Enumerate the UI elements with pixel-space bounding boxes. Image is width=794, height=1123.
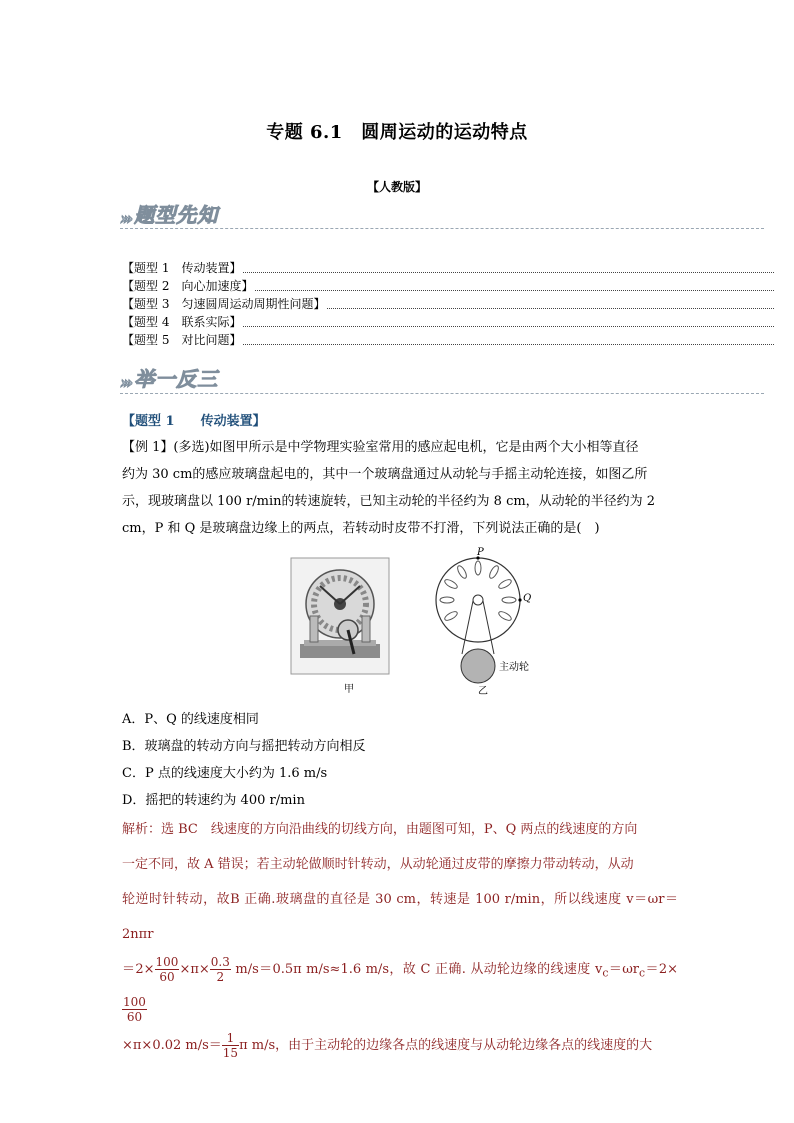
fraction-den: 15 (222, 1045, 239, 1060)
option-a: A．P、Q 的线速度相同 (122, 712, 259, 727)
toc-label: 【题型 4 联系实际】 (122, 315, 242, 329)
divider (120, 228, 764, 229)
toc-item-3[interactable] (122, 295, 774, 312)
example-line: cm，P 和 Q 是玻璃盘边缘上的两点，若转动时皮带不打滑，下列说法正确的是( ) (122, 521, 600, 536)
drive-wheel (461, 649, 495, 683)
banner-title: 举一反三 (134, 367, 219, 391)
caption-right: 乙 (478, 686, 488, 697)
analysis-line: 解析：选 BC 线速度的方向沿曲线的切线方向，由题图可知，P、Q 两点的线速度的方向 (122, 822, 638, 837)
fraction (155, 955, 180, 984)
toc-item-4[interactable] (122, 313, 774, 330)
fraction-num: 100 (155, 955, 179, 969)
option-b: B．玻璃盘的转动方向与摇把转动方向相反 (122, 739, 366, 754)
toc-item-1[interactable] (122, 259, 774, 276)
math-text: π m/s，由于主动轮的边缘各点的线速度与从动轮边缘各点的线速度的大 (239, 1037, 653, 1053)
page-title: 专题 6.1 圆周运动的运动特点 (266, 122, 528, 143)
math-text: ×π×0.02 m/s＝ (122, 1037, 222, 1053)
option-d: D．摇把的转速约为 400 r/min (122, 793, 305, 808)
fraction (210, 955, 231, 984)
toc-item-5[interactable] (122, 331, 774, 348)
edition-label: 【人教版】 (366, 180, 427, 194)
option-c: C．P 点的线速度大小约为 1.6 m/s (122, 766, 328, 781)
math-text: ＝2× (122, 962, 155, 977)
toc-label: 【题型 3 匀速圆周运动周期性问题】 (122, 297, 326, 311)
toc-leader (243, 326, 774, 327)
example-problem (122, 434, 678, 542)
fraction-den: 60 (159, 970, 175, 984)
analysis (122, 812, 678, 1064)
caption-left: 甲 (344, 684, 354, 695)
arrows-icon: ››› (120, 373, 131, 392)
math-text: ＝ωr (608, 962, 640, 977)
label-p: P (477, 547, 484, 558)
toc-label: 【题型 5 对比问题】 (122, 333, 242, 347)
figure-svg (290, 556, 550, 696)
analysis-line (122, 1028, 678, 1064)
banner-question-types (120, 200, 218, 228)
banner-title: 题型先知 (134, 203, 219, 227)
label-drive-wheel: 主动轮 (499, 662, 529, 673)
fraction (222, 1031, 239, 1060)
toc-leader (243, 344, 774, 345)
point-q (518, 598, 521, 601)
fraction-den: 60 (126, 1009, 143, 1024)
math-text: m/s＝0.5π m/s≈1.6 m/s，故 C 正确. 从动轮边缘的线速度 v (230, 962, 603, 977)
subscript: c (602, 966, 609, 980)
fraction-num: 0.3 (210, 955, 230, 969)
subscript: c (639, 966, 646, 980)
toc-label: 【题型 2 向心加速度】 (122, 279, 254, 293)
example-line: 【例 1】(多选)如图甲所示是中学物理实验室常用的感应起电机，它是由两个大小相等直径 (122, 440, 639, 455)
fraction-num: 100 (123, 994, 146, 1009)
analysis-line (122, 952, 678, 1028)
figure (290, 547, 550, 697)
section-heading: 【题型 1 传动装置】 (122, 414, 266, 429)
analysis-line: 一定不同，故 A 错误；若主动轮做顺时针转动，从动轮通过皮带的摩擦力带动转动，从动 (122, 857, 634, 872)
toc-leader (243, 272, 774, 273)
toc-leader (327, 308, 774, 309)
toc-item-2[interactable] (122, 277, 774, 294)
math-text: ＝2× (645, 962, 678, 977)
math-text: ×π× (179, 962, 210, 977)
fraction-den: 2 (216, 970, 225, 984)
label-q: Q (523, 593, 532, 604)
divider (120, 393, 764, 394)
fraction-num: 1 (222, 1031, 239, 1046)
analysis-line: 轮逆时针转动，故B 正确.玻璃盘的直径是 30 cm，转速是 100 r/min，所以线速度 v＝ωr＝2nπr (122, 892, 678, 942)
fraction (122, 995, 147, 1024)
toc-leader (255, 290, 774, 291)
example-line: 约为 30 cm的感应玻璃盘起电的，其中一个玻璃盘通过从动轮与手摇主动轮连接，如图乙所 (122, 467, 648, 482)
arrows-icon: ››› (120, 209, 131, 228)
example-line: 示，现玻璃盘以 100 r/min的转速旋转，已知主动轮的半径约为 8 cm，从动轮的半径约为 2 (122, 494, 656, 509)
machine-photo (291, 558, 389, 674)
banner-examples (120, 364, 218, 392)
driven-wheel (473, 595, 483, 605)
toc-label: 【题型 1 传动装置】 (122, 261, 242, 275)
